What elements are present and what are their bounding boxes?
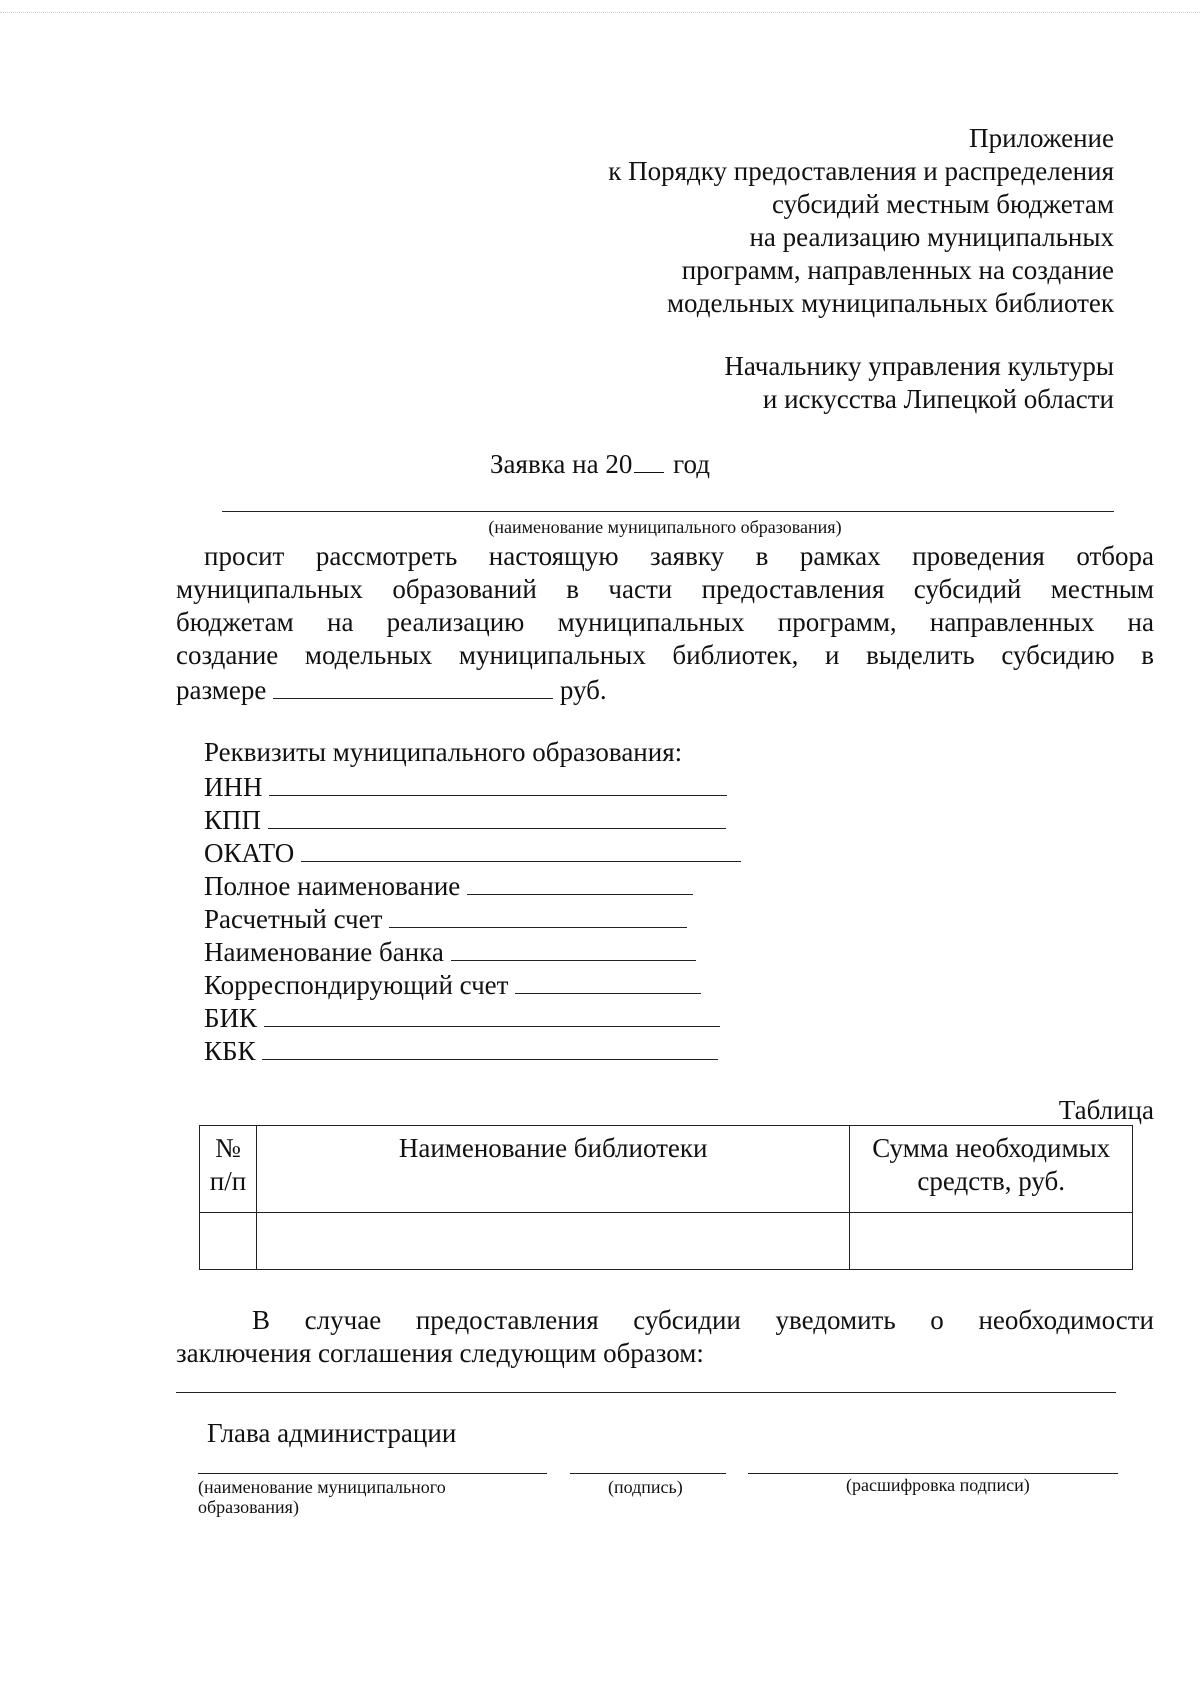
requisite-corr-account: Корреспондирующий счет xyxy=(204,967,741,1000)
table-caption: Таблица xyxy=(1058,1095,1154,1125)
appendix-line: к Порядку предоставления и распределения xyxy=(608,156,1114,186)
okato-blank[interactable] xyxy=(301,835,741,862)
addressee-line: Начальнику управления культуры xyxy=(724,351,1114,381)
year-blank[interactable] xyxy=(634,448,664,473)
appendix-line: модельных муниципальных библиотек xyxy=(666,288,1114,318)
requisite-okato: ОКАТО xyxy=(204,835,741,868)
col-header-number: № п/п xyxy=(200,1126,257,1213)
request-paragraph xyxy=(176,540,1154,707)
requisite-inn: ИНН xyxy=(204,769,741,802)
account-blank[interactable] xyxy=(389,901,687,928)
addressee-block xyxy=(724,350,1114,416)
request-line: бюджетам на реализацию муниципальных программ, направленных на xyxy=(176,607,1154,637)
full-name-blank[interactable] xyxy=(467,868,693,895)
appendix-line: программ, направленных на создание xyxy=(681,255,1114,285)
col-header-library-name: Наименование библиотеки xyxy=(256,1126,849,1213)
amount-blank[interactable] xyxy=(273,672,553,699)
municipality-caption: (наименование муниципального образования) xyxy=(488,517,842,537)
appendix-line: Приложение xyxy=(969,123,1114,153)
table-cell-amount[interactable] xyxy=(850,1213,1133,1270)
appendix-line: субсидий местным бюджетам xyxy=(771,189,1114,219)
amount-suffix: руб. xyxy=(559,675,607,705)
request-line: создание модельных муниципальных библиотек, и выделить субсидию в xyxy=(176,640,1154,670)
bik-blank[interactable] xyxy=(264,1000,720,1027)
municipality-signature-line[interactable] xyxy=(198,1473,547,1474)
requisite-kpp: КПП xyxy=(204,802,741,835)
requisite-kbk: КБК xyxy=(204,1033,741,1066)
table-cell-number[interactable] xyxy=(200,1213,257,1270)
table-header-row xyxy=(200,1126,1133,1213)
appendix-block xyxy=(608,122,1114,320)
appendix-line: на реализацию муниципальных xyxy=(749,222,1114,252)
inn-blank[interactable] xyxy=(269,769,727,796)
caption-signature: (подпись) xyxy=(608,1477,683,1497)
requisite-account: Расчетный счет xyxy=(204,901,741,934)
caption-municipality: (наименование муниципального образования) xyxy=(198,1477,446,1517)
amount-prefix: размере xyxy=(176,675,267,705)
requisite-full-name: Полное наименование xyxy=(204,868,741,901)
library-table xyxy=(199,1125,1133,1270)
request-line: просит рассмотреть настоящую заявку в рамках проведения отбора xyxy=(204,541,1154,571)
corr-account-blank[interactable] xyxy=(515,967,701,994)
notice-line: заключения соглашения следующим образом: xyxy=(176,1338,704,1368)
requisite-bik: БИК xyxy=(204,1000,741,1033)
addressee-line: и искусства Липецкой области xyxy=(762,384,1114,414)
agreement-method-line[interactable] xyxy=(176,1392,1116,1393)
signature-line[interactable] xyxy=(570,1473,726,1474)
signature-decode-line[interactable] xyxy=(748,1473,1118,1474)
notice-paragraph xyxy=(176,1304,1154,1370)
requisites-block xyxy=(204,736,741,1066)
bank-name-blank[interactable] xyxy=(451,934,696,961)
col-header-amount: Сумма необходимых средств, руб. xyxy=(850,1126,1133,1213)
title-prefix: Заявка на 20 xyxy=(490,449,633,479)
caption-signature-decode: (расшифровка подписи) xyxy=(846,1475,1030,1495)
document-title xyxy=(0,448,1200,481)
signature-heading: Глава администрации xyxy=(207,1418,457,1448)
requisite-bank-name: Наименование банка xyxy=(204,934,741,967)
kpp-blank[interactable] xyxy=(268,802,726,829)
requisites-heading: Реквизиты муниципального образования: xyxy=(204,737,683,767)
title-suffix: год xyxy=(673,449,710,479)
table-cell-library-name[interactable] xyxy=(256,1213,849,1270)
kbk-blank[interactable] xyxy=(262,1033,718,1060)
scan-edge-line xyxy=(0,12,1200,13)
municipality-name-line[interactable] xyxy=(222,511,1114,512)
table-row xyxy=(200,1213,1133,1270)
amount-line xyxy=(176,672,1154,707)
notice-line: В случае предоставления субсидии уведомить о необходимости xyxy=(252,1305,1154,1335)
request-line: муниципальных образований в части предоставления субсидий местным xyxy=(176,574,1154,604)
